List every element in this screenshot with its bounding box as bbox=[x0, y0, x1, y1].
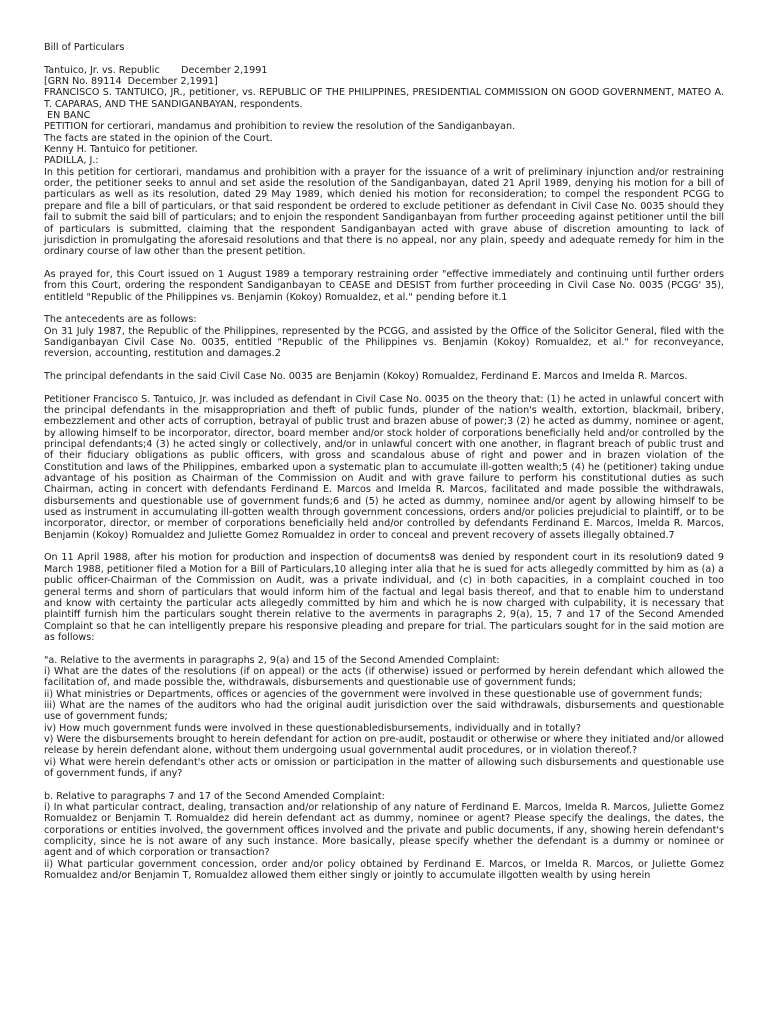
grn-line: [GRN No. 89114 December 2,1991] bbox=[44, 76, 218, 88]
spacer bbox=[44, 643, 724, 654]
petition-line: PETITION for certiorari, mandamus and prohibition to review the resolution of the Sandiganbayan. bbox=[44, 121, 516, 133]
spacer bbox=[44, 541, 724, 552]
document-title: Bill of Particulars bbox=[44, 42, 125, 53]
case-caption: Tantuico, Jr. vs. Republic December 2,1991 bbox=[44, 64, 268, 76]
section-a-item: v) Were the disbursements brought to herein defendant for action on pre-audit, postaudit or otherwise or where they initiated and/or allowed release by herein defendant alone, without them undergoing usual governmental audit procedures, or in violation thereof.? bbox=[44, 733, 724, 757]
spacer bbox=[44, 303, 724, 314]
parties-line: FRANCISCO S. TANTUICO, JR., petitioner, vs. REPUBLIC OF THE PHILIPPINES, PRESIDENTIAL COMMISSION ON GOOD GOVERNMENT, MATEO A. T. CAPARAS, AND THE SANDIGANBAYAN, respondents. bbox=[44, 87, 724, 110]
paragraph-restraining-order: As prayed for, this Court issued on 1 August 1989 a temporary restraining order "effective immediately and continuing until further orders from this Court, ordering the respondent Sandiganbayan to CEASE and DESIST from further proceeding in Civil Case No. 0035 (PCGG' 35), entitleld "Republic of the Philippines vs. Benjamin (Kokoy) Romualdez, et al." pending before it.1 bbox=[44, 268, 724, 303]
spacer bbox=[44, 779, 724, 790]
section-a-item: vi) What were herein defendant's other acts or omission or participation in the matter of allowing such disbursements and questionable use of government funds, if any? bbox=[44, 756, 724, 779]
section-b-heading: b. Relative to paragraphs 7 and 17 of the Second Amended Complaint: bbox=[44, 790, 385, 802]
spacer bbox=[44, 53, 724, 64]
section-a-heading: "a. Relative to the averments in paragraphs 2, 9(a) and 15 of the Second Amended Complaint: bbox=[44, 654, 500, 666]
counsel-line: Kenny H. Tantuico for petitioner. bbox=[44, 144, 198, 156]
particulars-section-a bbox=[44, 655, 724, 780]
section-a-item: ii) What ministries or Departments, offices or agencies of the government were involved in these questionable use of government funds; bbox=[44, 688, 703, 700]
section-a-item: i) What are the dates of the resolutions (if on appeal) or the acts (if otherwise) issued or performed by herein defendant which allowed the facilitation of, and made possible the, withdrawals, disbursements and questionable use of government funds; bbox=[44, 665, 724, 689]
section-a-item: iii) What are the names of the auditors who had the original audit jurisdiction over the said withdrawals, disbursements and questionable use of government funds; bbox=[44, 699, 724, 723]
paragraph-petition: In this petition for certiorari, mandamus and prohibition with a prayer for the issuance of a writ of preliminary injunction and/or restraining order, the petitioner seeks to annul and set aside the resolution of the Sandiganbayan, dated 21 April 1989, denying his motion for a bill of particulars as well as its resolution, dated 29 May 1989, which denied his motion for reconsideration; to compel the respondent PCGG to prepare and file a bill of particulars, or that said respondent be ordered to exclude petitioner as defendant in Civil Case No. 0035 should they fail to submit the said bill of particulars; and to enjoin the respondent Sandiganbayan from further proceeding against petitioner until the bill of particulars is submitted, claiming that the respondent Sandiganbayan acted with grave abuse of discretion amounting to lack of jurisdiction in promulgating the aforesaid resolutions and that there is no appeal, nor any plain, speedy and adequate remedy for him in the ordinary course of law other than the present petition. bbox=[44, 166, 724, 258]
paragraph-petitioner-theory: Petitioner Francisco S. Tantuico, Jr. was included as defendant in Civil Case No. 0035 on the theory that: (1) he acted in unlawful concert with the principal defendants in the misappropriation and theft of public funds, plunder of the nation's wealth, extortion, blackmail, bribery, embezzlement and other acts of corruption, betrayal of public trust and brazen abuse of power;3 (2) he acted as dummy, nominee or agent, by allowing himself to be incorporator, director, board member and/or stock holder of corporations beneficially held and/or controlled by the principal defendants;4 (3) he acted singly or collectively, and/or in unlawful concert with one another, in flagrant breach of public trust and of their fiduciary obligations as public officers, with gross and scandalous abuse of right and power and in brazen violation of the Constitution and laws of the Philippines, embarked upon a systematic plan to accumulate ill-gotten wealth;5 (4) he (petitioner) taking undue advantage of his position as Chairman of the Commission on Audit and with grave failure to perform his constitutional duties as such Chairman, acting in concert with defendants Ferdinand E. Marcos and Imelda R. Marcos, facilitated and made possible the withdrawals, disbursements and questionable use of government funds;6 and (5) he acted as dummy, nominee and/or agent by allowing himself to be used as instrument in accumulating ill-gotten wealth through government concessions, orders and/or policies prejudicial to plaintiff, or to be incorporator, director, or member of corporations beneficially held and/or controlled by defendants Ferdinand E. Marcos, Imelda R. Marcos, Benjamin (Kokoy) Romualdez and Juliette Gomez Romualdez in order to conceal and prevent recovery of assets illegally obtained.7 bbox=[44, 393, 724, 541]
facts-line: The facts are stated in the opinion of the Court. bbox=[44, 132, 273, 144]
paragraph-antecedents-intro: The antecedents are as follows: bbox=[44, 314, 197, 326]
paragraph-civil-case: On 31 July 1987, the Republic of the Philippines, represented by the PCGG, and assisted by the Office of the Solicitor General, filed with the Sandiganbayan Civil Case No. 0035, entitled "Republic of the Philippines vs. Benjamin (Kokoy) Romualdez, et al." for reconveyance, reversion, accounting, restitution and damages.2 bbox=[44, 325, 724, 360]
spacer bbox=[44, 258, 724, 269]
section-b-item: ii) What particular government concession, order and/or policy obtained by Ferdinand E. Marcos, or Imelda R. Marcos, or Juliette Gomez Romualdez and/or Benjamin T, Romualdez allowed them either singly or jointly to accumulate illgotten wealth by using herein bbox=[44, 858, 724, 882]
ponente-line: PADILLA, J.: bbox=[44, 155, 99, 167]
section-a-item: iv) How much government funds were involved in these questionabledisbursements, individually and in totally? bbox=[44, 722, 581, 734]
en-banc-line: EN BANC bbox=[44, 110, 91, 122]
case-header bbox=[44, 65, 724, 167]
paragraph-motion: On 11 April 1988, after his motion for production and inspection of documents8 was denied by respondent court in its resolution9 dated 9 March 1988, petitioner filed a Motion for a Bill of Particulars,10 alleging inter alia that he is sued for acts allegedly committed by him as (a) a public officer-Chairman of the Commission on Audit, was a private individual, and (c) in both capacities, in a complaint couched in too general terms and shorn of particulars that would inform him of the factual and legal basis thereof, and that to enable him to understand and know with certainty the particular acts allegedly committed by him and which he is now charged with culpability, it is necessary that plaintiff furnish him the particulars sought therein relative to the averments in paragraphs 2, 9(a), 15, 7 and 17 of the Second Amended Complaint so that he can intelligently prepare his responsive pleading and prepare for trial. The particulars sought for in the said motion are as follows: bbox=[44, 552, 724, 643]
paragraph-principal-defendants: The principal defendants in the said Civil Case No. 0035 are Benjamin (Kokoy) Romualdez, Ferdinand E. Marcos and Imelda R. Marcos. bbox=[44, 370, 688, 382]
section-b-item: i) In what particular contract, dealing, transaction and/or relationship of any nature of Ferdinand E. Marcos, Imelda R. Marcos, Juliette Gomez Romualdez or Benjamin T. Romualdez did herein defendant act as dummy, nominee or agent? Please specify the dealings, the dates, the corporations or entities involved, the government offices involved and the private and public documents, if any, showing herein defendant's complicity, since he is not aware of any such instance. More basically, please specify whether the defendant is a dummy or nominee or agent and of which corporation or transaction? bbox=[44, 802, 724, 859]
spacer bbox=[44, 360, 724, 371]
particulars-section-b bbox=[44, 791, 724, 882]
spacer bbox=[44, 382, 724, 393]
